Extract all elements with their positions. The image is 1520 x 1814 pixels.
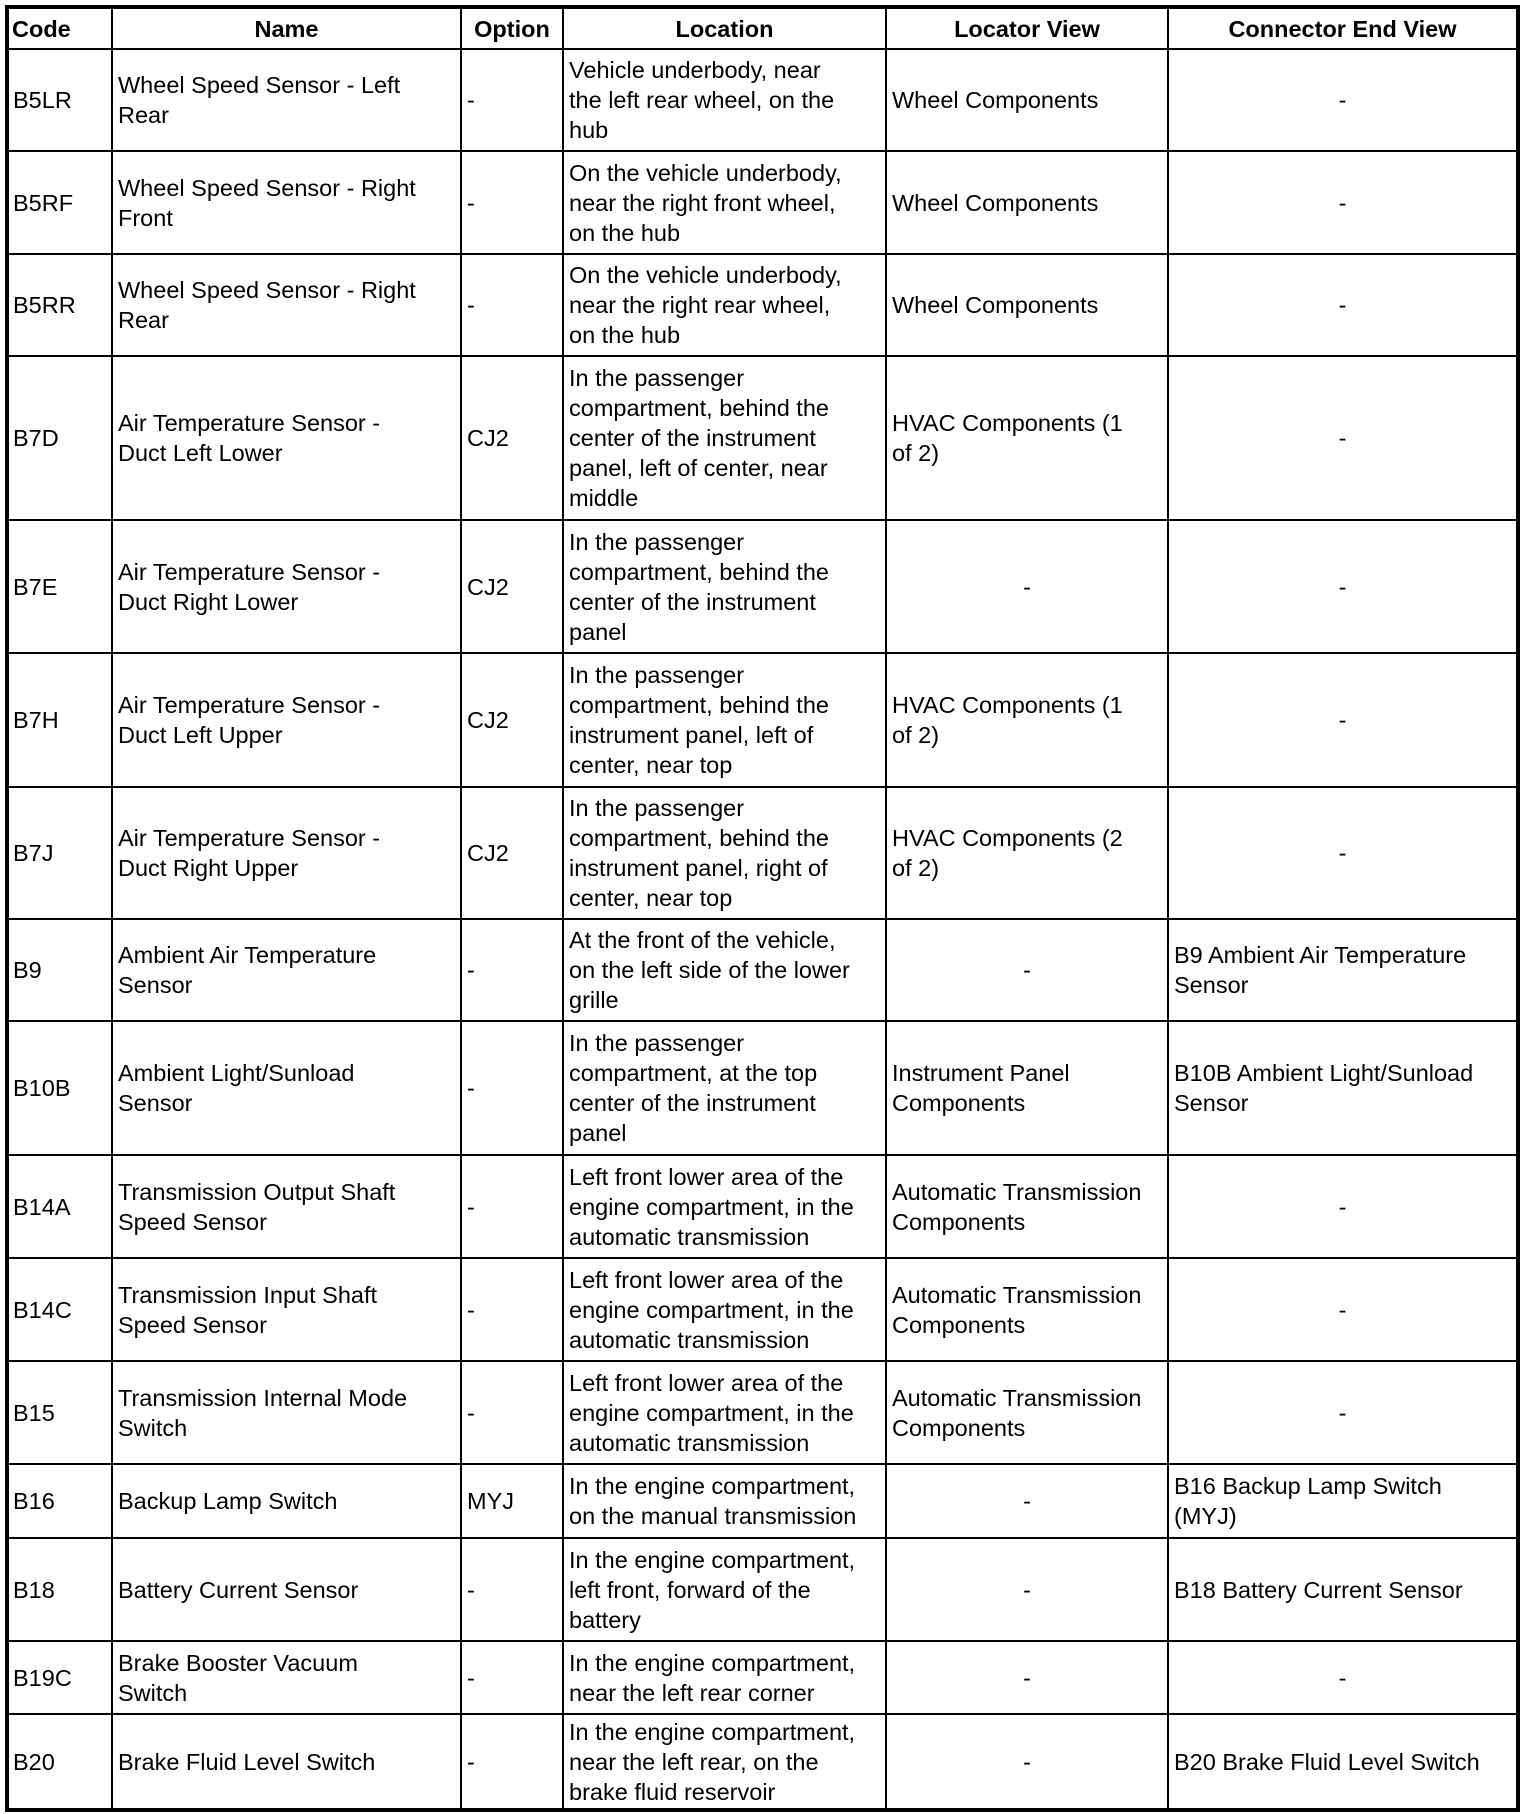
cell-location: Left front lower area of the engine compartment, in the automatic transmission xyxy=(563,1361,886,1464)
cell-locator-view: HVAC Components (2 of 2) xyxy=(886,787,1168,919)
cell-code: B14C xyxy=(7,1258,112,1361)
cell-connector-end-view: - xyxy=(1168,1641,1518,1714)
table-row xyxy=(7,1361,1518,1464)
cell-connector-end-view: - xyxy=(1168,1155,1518,1258)
table-row xyxy=(7,1538,1518,1641)
cell-connector-end-view: B16 Backup Lamp Switch (MYJ) xyxy=(1168,1464,1518,1538)
cell-code: B7J xyxy=(7,787,112,919)
cell-location: In the engine compartment, on the manual transmission xyxy=(563,1464,886,1538)
table-row xyxy=(7,151,1518,254)
cell-option: - xyxy=(461,1714,563,1810)
header-row xyxy=(7,7,1518,49)
cell-code: B14A xyxy=(7,1155,112,1258)
cell-code: B10B xyxy=(7,1021,112,1155)
cell-connector-end-view: - xyxy=(1168,787,1518,919)
cell-connector-end-view: - xyxy=(1168,520,1518,653)
cell-option: CJ2 xyxy=(461,356,563,520)
cell-location: On the vehicle underbody, near the right front wheel, on the hub xyxy=(563,151,886,254)
cell-location: In the engine compartment, left front, forward of the battery xyxy=(563,1538,886,1641)
table-row xyxy=(7,919,1518,1021)
cell-code: B20 xyxy=(7,1714,112,1810)
cell-locator-view: - xyxy=(886,520,1168,653)
table-row xyxy=(7,254,1518,356)
cell-option: MYJ xyxy=(461,1464,563,1538)
header-code: Code xyxy=(7,7,112,49)
cell-locator-view: HVAC Components (1 of 2) xyxy=(886,653,1168,787)
cell-code: B9 xyxy=(7,919,112,1021)
table-row xyxy=(7,1155,1518,1258)
cell-location: Left front lower area of the engine compartment, in the automatic transmission xyxy=(563,1155,886,1258)
cell-option: - xyxy=(461,151,563,254)
cell-name: Battery Current Sensor xyxy=(112,1538,461,1641)
cell-name: Ambient Light/Sunload Sensor xyxy=(112,1021,461,1155)
cell-location: At the front of the vehicle, on the left side of the lower grille xyxy=(563,919,886,1021)
cell-name: Air Temperature Sensor - Duct Left Lower xyxy=(112,356,461,520)
table-row xyxy=(7,49,1518,151)
cell-location: In the engine compartment, near the left rear, on the brake fluid reservoir xyxy=(563,1714,886,1810)
cell-location: Vehicle underbody, near the left rear wheel, on the hub xyxy=(563,49,886,151)
cell-option: CJ2 xyxy=(461,787,563,919)
cell-name: Brake Fluid Level Switch xyxy=(112,1714,461,1810)
cell-option: CJ2 xyxy=(461,520,563,653)
cell-locator-view: Automatic Transmission Components xyxy=(886,1155,1168,1258)
cell-locator-view: Wheel Components xyxy=(886,151,1168,254)
cell-name: Air Temperature Sensor - Duct Right Lower xyxy=(112,520,461,653)
cell-locator-view: Wheel Components xyxy=(886,254,1168,356)
cell-code: B18 xyxy=(7,1538,112,1641)
cell-option: - xyxy=(461,254,563,356)
cell-locator-view: - xyxy=(886,919,1168,1021)
cell-connector-end-view: - xyxy=(1168,254,1518,356)
cell-connector-end-view: B9 Ambient Air Temperature Sensor xyxy=(1168,919,1518,1021)
cell-locator-view: - xyxy=(886,1464,1168,1538)
cell-connector-end-view: B10B Ambient Light/Sunload Sensor xyxy=(1168,1021,1518,1155)
cell-location: In the passenger compartment, behind the instrument panel, left of center, near top xyxy=(563,653,886,787)
cell-location: In the passenger compartment, behind the instrument panel, right of center, near top xyxy=(563,787,886,919)
table-row xyxy=(7,1021,1518,1155)
cell-locator-view: Automatic Transmission Components xyxy=(886,1361,1168,1464)
cell-connector-end-view: B20 Brake Fluid Level Switch xyxy=(1168,1714,1518,1810)
header-option: Option xyxy=(461,7,563,49)
cell-connector-end-view: - xyxy=(1168,356,1518,520)
table-row xyxy=(7,1464,1518,1538)
cell-connector-end-view: - xyxy=(1168,653,1518,787)
cell-location: In the passenger compartment, behind the center of the instrument panel xyxy=(563,520,886,653)
cell-connector-end-view: - xyxy=(1168,1258,1518,1361)
cell-option: - xyxy=(461,49,563,151)
table-row xyxy=(7,1714,1518,1810)
cell-name: Wheel Speed Sensor - Right Front xyxy=(112,151,461,254)
table-row xyxy=(7,1258,1518,1361)
cell-code: B19C xyxy=(7,1641,112,1714)
cell-locator-view: Automatic Transmission Components xyxy=(886,1258,1168,1361)
cell-name: Transmission Input Shaft Speed Sensor xyxy=(112,1258,461,1361)
cell-location: In the passenger compartment, behind the center of the instrument panel, left of center, near middle xyxy=(563,356,886,520)
cell-connector-end-view: - xyxy=(1168,49,1518,151)
cell-name: Transmission Internal Mode Switch xyxy=(112,1361,461,1464)
cell-connector-end-view: B18 Battery Current Sensor xyxy=(1168,1538,1518,1641)
cell-option: - xyxy=(461,1538,563,1641)
cell-code: B16 xyxy=(7,1464,112,1538)
table-row xyxy=(7,1641,1518,1714)
cell-code: B5RF xyxy=(7,151,112,254)
cell-name: Wheel Speed Sensor - Left Rear xyxy=(112,49,461,151)
cell-code: B15 xyxy=(7,1361,112,1464)
cell-code: B7D xyxy=(7,356,112,520)
cell-option: - xyxy=(461,1258,563,1361)
cell-connector-end-view: - xyxy=(1168,1361,1518,1464)
cell-name: Ambient Air Temperature Sensor xyxy=(112,919,461,1021)
header-location: Location xyxy=(563,7,886,49)
cell-option: CJ2 xyxy=(461,653,563,787)
cell-location: Left front lower area of the engine compartment, in the automatic transmission xyxy=(563,1258,886,1361)
header-name: Name xyxy=(112,7,461,49)
cell-code: B7E xyxy=(7,520,112,653)
cell-option: - xyxy=(461,1361,563,1464)
cell-name: Transmission Output Shaft Speed Sensor xyxy=(112,1155,461,1258)
component-locator-table xyxy=(5,5,1520,1812)
cell-code: B5LR xyxy=(7,49,112,151)
cell-name: Air Temperature Sensor - Duct Left Upper xyxy=(112,653,461,787)
table-row xyxy=(7,356,1518,520)
cell-locator-view: - xyxy=(886,1714,1168,1810)
cell-location: On the vehicle underbody, near the right rear wheel, on the hub xyxy=(563,254,886,356)
cell-code: B5RR xyxy=(7,254,112,356)
cell-location: In the passenger compartment, at the top center of the instrument panel xyxy=(563,1021,886,1155)
cell-name: Brake Booster Vacuum Switch xyxy=(112,1641,461,1714)
cell-locator-view: Wheel Components xyxy=(886,49,1168,151)
cell-option: - xyxy=(461,1641,563,1714)
cell-locator-view: - xyxy=(886,1641,1168,1714)
header-locator-view: Locator View xyxy=(886,7,1168,49)
table-row xyxy=(7,653,1518,787)
cell-name: Backup Lamp Switch xyxy=(112,1464,461,1538)
table-row xyxy=(7,787,1518,919)
cell-locator-view: - xyxy=(886,1538,1168,1641)
cell-name: Air Temperature Sensor - Duct Right Upper xyxy=(112,787,461,919)
cell-locator-view: Instrument Panel Components xyxy=(886,1021,1168,1155)
header-connector-end-view: Connector End View xyxy=(1168,7,1518,49)
cell-name: Wheel Speed Sensor - Right Rear xyxy=(112,254,461,356)
cell-option: - xyxy=(461,1021,563,1155)
cell-option: - xyxy=(461,919,563,1021)
cell-code: B7H xyxy=(7,653,112,787)
cell-option: - xyxy=(461,1155,563,1258)
cell-connector-end-view: - xyxy=(1168,151,1518,254)
table-row xyxy=(7,520,1518,653)
cell-location: In the engine compartment, near the left rear corner xyxy=(563,1641,886,1714)
cell-locator-view: HVAC Components (1 of 2) xyxy=(886,356,1168,520)
